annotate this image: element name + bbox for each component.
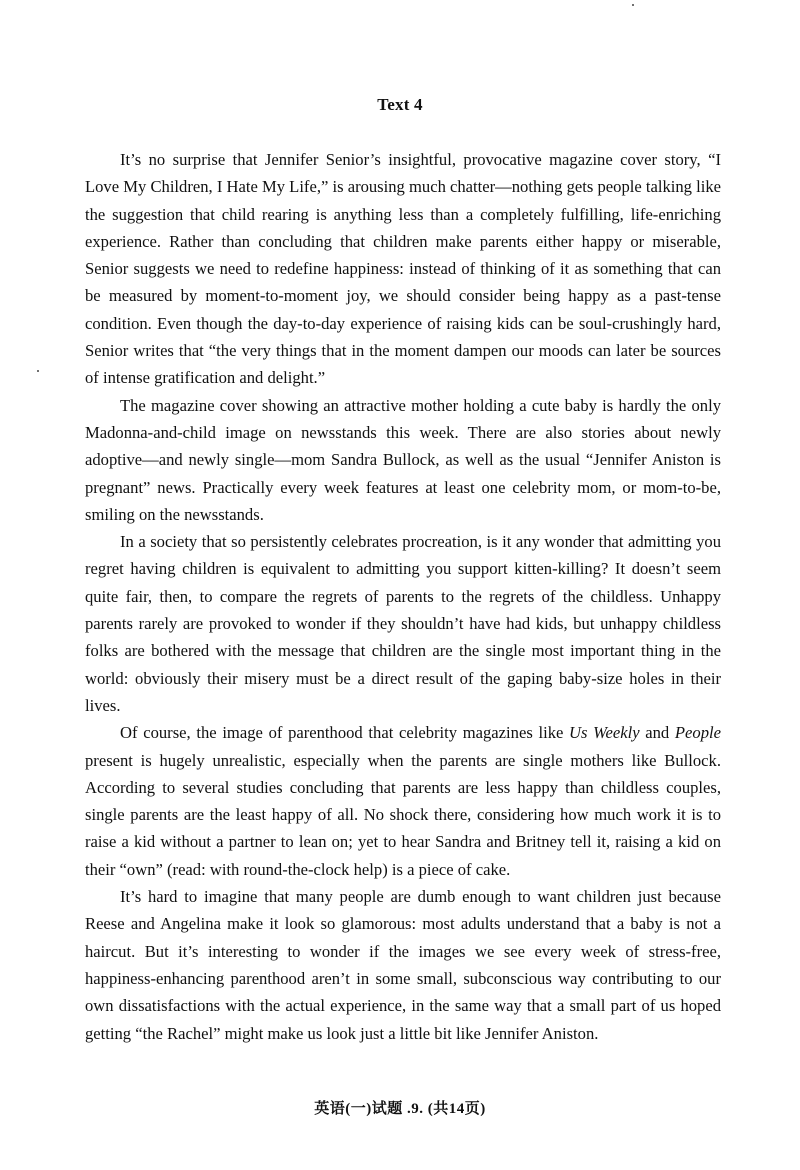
scan-speck — [37, 370, 39, 372]
paragraph-3 — [85, 528, 721, 719]
passage-body — [85, 146, 721, 1047]
section-title: Text 4 — [377, 95, 423, 114]
paragraph-2 — [85, 392, 721, 528]
paragraph-text: In a society that so persistently celebrates procreation, is it any wonder that admitting you regret having children is equivalent to admitting you support kitten-killing? It doesn’t seem quite fair, then, to compare the regrets of parents to the regrets of the childless. Unhappy parents rarely are provoked to wonder if they shouldn’t have had kids, but unhappy childless folks are bothered with the message that children are the single most important thing in the world: obviously their misery must be a direct result of the gaping baby-size holes in their lives. — [85, 532, 721, 715]
paragraph-text: present is hugely unrealistic, especially when the parents are single mothers like Bullock. According to several studies concluding that parents are less happy than childless couples, single parents are the least happy of all. No shock there, considering how much work it is to raise a kid without a partner to lean on; yet to hear Sandra and Britney tell it, raising a kid on their “own” (read: with round-the-clock help) is a piece of cake. — [85, 750, 721, 879]
scan-speck — [632, 4, 634, 6]
paragraph-5 — [85, 883, 721, 1047]
magazine-title: People — [674, 723, 721, 743]
paragraph-text: The magazine cover showing an attractive mother holding a cute baby is hardly the only Madonna-and-child image on newsstands this week. There are also stories about newly adoptive—and newly single—mom Sandra Bullock, as well as the usual “Jennifer Aniston is pregnant” news. Practically every week features at least one celebrity mom, or mom-to-be, smiling on the newsstands. — [85, 395, 721, 524]
paragraph-4 — [85, 719, 721, 883]
paragraph-text: It’s no surprise that Jennifer Senior’s insightful, provocative magazine cover story, “I Love My Children, I Hate My Life,” is arousing much chatter—nothing gets people talking like the suggestion that child rearing is anything less than a completely fulfilling, life-enriching experience. Rather than concluding that children make parents either happy or miserable, Senior suggests we need to redefine happiness: instead of thinking of it as something that can be measured by moment-to-moment joy, we should consider being happy as a past-tense condition. Even though the day-to-day experience of raising kids can be soul-crushingly hard, Senior writes that “the very things that in the moment dampen our moods can later be sources of intense gratification and delight.” — [85, 150, 721, 388]
page-footer: 英语(一)试题 .9. (共14页) — [314, 1101, 486, 1117]
paragraph-text: and — [639, 723, 675, 743]
magazine-title: Us Weekly — [569, 723, 640, 743]
paragraph-text: Of course, the image of parenthood that celebrity magazines like — [120, 723, 570, 743]
paragraph-1 — [85, 146, 721, 392]
paragraph-text: It’s hard to imagine that many people are dumb enough to want children just because Reese and Angelina make it look so glamorous: most adults understand that a baby is not a haircut. But it’s interesting to wonder if the images we see every week of stress-free, happiness-enhancing parenthood aren’t in some small, subconscious way contributing to our own dissatisfactions with the actual experience, in the same way that a small part of us hoped getting “the Rachel” might make us look just a little bit like Jennifer Aniston. — [85, 887, 721, 1043]
